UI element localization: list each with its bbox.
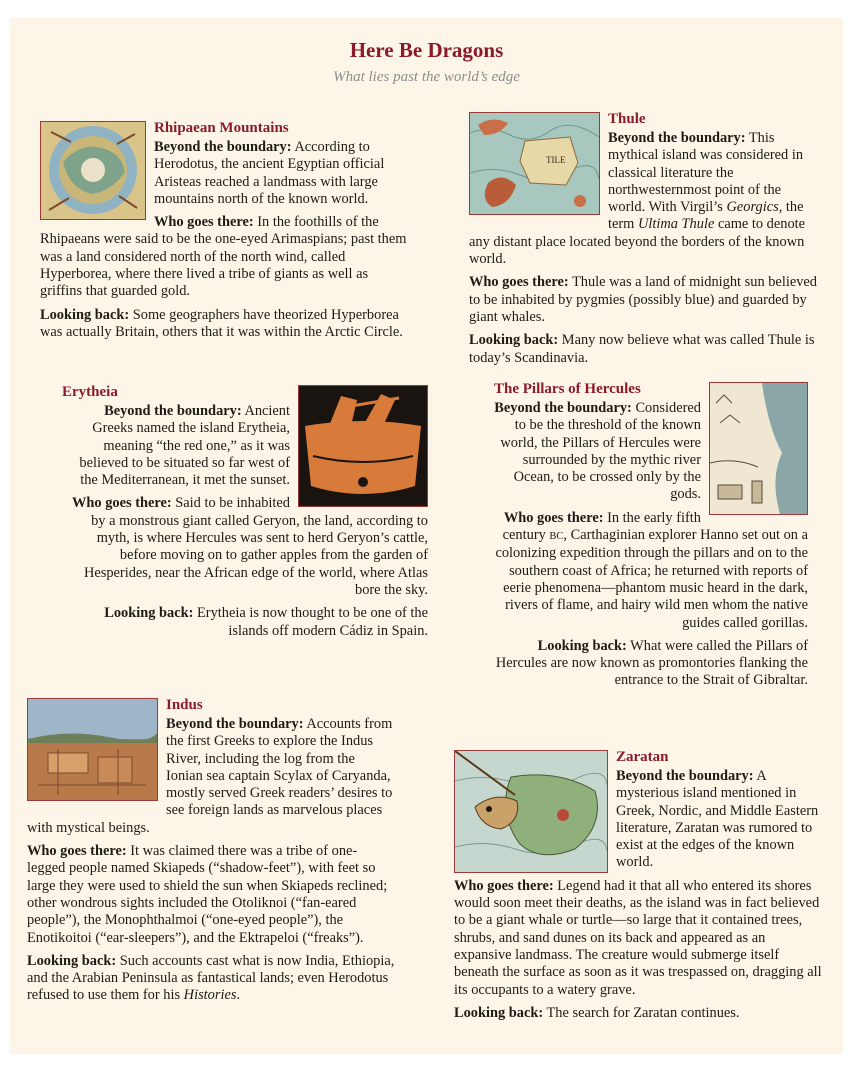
erytheia-who-label: Who goes there: [72, 495, 172, 512]
thule-title: Thule [608, 111, 646, 127]
zaratan-map-image [454, 750, 608, 873]
zaratan-beyond-text: A mysterious island mentioned in Greek, Nordic, and Middle Eastern literature, Zaratan was rumored to exist at the edges of the known world. [616, 768, 819, 871]
thule-beyond-text-2: , the term [608, 199, 804, 233]
section-pillars [494, 380, 808, 696]
pillars-who-text-1: In the early fifth century [502, 509, 701, 544]
indus-beyond-label: Beyond the boundary: [166, 716, 304, 732]
thule-who-text: Thule was a land of midnight sun believed to be inhabited by pygmies (possibly blue) and guarded by giant whales. [469, 274, 817, 325]
pillars-beyond-label: Beyond the boundary: [494, 400, 632, 416]
pillars-who-text-2: , Carthaginian explorer Hanno set out on a colonizing expedition through the pillars and on to the southern coast of Africa; he returned with reports of eerie phenomena—phantom music heard in the dark, rivers of flame, and hairy wild men whom the native guides called gorillas. [495, 527, 808, 631]
section-indus [27, 696, 395, 1011]
thule-map-label: TILE [546, 155, 566, 165]
thule-beyond-em-1: Georgics [726, 199, 779, 216]
thule-who [469, 274, 821, 326]
rhipaean-back-text: Some geographers have theorized Hyperborea was actually Britain, others that it was within the Arctic Circle. [40, 306, 403, 340]
indus-ruins-image [27, 698, 158, 801]
pillars-who-label: Who goes there: [503, 509, 604, 526]
pillars-back-text: What were called the Pillars of Hercules are now known as promontories flanking the entrance to the Strait of Gibraltar. [495, 637, 808, 689]
erytheia-back-text: Erytheia is now thought to be one of the islands off modern Cádiz in Spain. [193, 605, 428, 639]
erytheia-who-text: Said to be inhabited by a monstrous giant called Geryon, the land, according to myth, is where Hercules was sent to herd Geryon’s cattle, before moving on to gather apples from the garden of Hesperides, near the African edge of the world, where Atlas bore the sky. [83, 495, 428, 598]
erytheia-beyond-text: Ancient Greeks named the island Erytheia, meaning “the red one,” as it was believed to be situated so far west of the Mediterranean, it met the sunset. [79, 403, 290, 489]
indus-back-text-2: . [236, 987, 241, 1004]
indus-back [27, 953, 395, 1005]
rhipaean-title: Rhipaean Mountains [154, 120, 289, 136]
erytheia-vase-image [298, 385, 428, 507]
pillars-back-label: Looking back: [537, 637, 627, 654]
rhipaean-who [40, 214, 408, 300]
rhipaean-who-text: In the foothills of the Rhipaeans were said to be the one-eyed Arimaspians; past them was a land considered north of the north wind, called Hyperborea, where there lived a tribe of giants as well as griffins that guarded gold. [40, 214, 407, 300]
section-erytheia [62, 383, 428, 646]
thule-beyond-text-1: This mythical island was considered in classical literature the northwesternmost point of the world. With Virgil’s [608, 130, 804, 216]
pillars-back [494, 638, 808, 690]
zaratan-who-label: Who goes there: [454, 877, 554, 894]
indus-who [27, 843, 395, 947]
pillars-map-image [709, 382, 808, 515]
erytheia-who [62, 495, 428, 599]
zaratan-beyond-label: Beyond the boundary: [616, 768, 754, 784]
zaratan-title: Zaratan [616, 749, 669, 765]
thule-map-image [469, 112, 600, 215]
pillars-beyond-text: Considered to be the threshold of the known world, the Pillars of Hercules were surrounded by the mythic river Ocean, to be crossed only by the gods. [500, 400, 701, 503]
rhipaean-back-label: Looking back: [40, 306, 130, 323]
indus-back-label: Looking back: [27, 952, 117, 969]
erytheia-back-label: Looking back: [104, 605, 194, 622]
page-title: Here Be Dragons [349, 38, 504, 62]
pillars-title: The Pillars of Hercules [494, 381, 641, 397]
thule-back [469, 332, 821, 367]
rhipaean-who-label: Who goes there: [154, 214, 254, 231]
pillars-who-bc: BC [549, 531, 564, 543]
erytheia-beyond-label: Beyond the boundary: [104, 403, 242, 419]
zaratan-who [454, 878, 822, 999]
rhipaean-map-image [40, 121, 146, 220]
section-zaratan [454, 748, 822, 1028]
zaratan-back-text: The search for Zaratan continues. [543, 1004, 740, 1021]
section-rhipaean [40, 119, 408, 347]
page-subtitle: What lies past the world’s edge [333, 69, 520, 85]
thule-beyond-em-2: Ultima Thule [637, 216, 715, 233]
indus-back-em: Histories [183, 987, 237, 1004]
indus-title: Indus [166, 697, 203, 713]
rhipaean-back [40, 307, 408, 342]
indus-who-label: Who goes there: [27, 843, 127, 860]
thule-beyond-label: Beyond the boundary: [608, 130, 746, 146]
indus-beyond-text: Accounts from the first Greeks to explore the Indus River, including the log from the Ionian sea captain Scylax of Caryanda, mostly served Greek readers’ desires to see foreign lands as marvelous places with mystical beings. [27, 716, 393, 836]
thule-back-label: Looking back: [469, 332, 559, 349]
zaratan-back [454, 1005, 822, 1022]
zaratan-who-text: Legend had it that all who entered its shores would soon meet their deaths, as the island was in fact believed to be a giant whale or turtle—so large that it contained trees, shrubs, and sand dunes on its back and appeared as an expansive landmass. The creature would submerge itself beneath the surface as soon as it was trespassed on, dragging all its occupants to a watery grave. [454, 877, 822, 998]
section-thule [469, 110, 821, 373]
thule-who-label: Who goes there: [469, 274, 569, 291]
indus-who-text: It was claimed there was a tribe of one-legged people named Skiapeds (“shadow-feet”), with feet so large they were used to shield the sun when Skiapeds reclined; other wondrous sights included the Otoliknoi (“fan-eared people”), the Monophthalmoi (“one-eyed people”), the Enotikoitoi (“ear-sleepers”), and the Ektrapeloi (“freaks”). [27, 843, 388, 946]
zaratan-back-label: Looking back: [454, 1004, 544, 1021]
erytheia-back [62, 605, 428, 640]
erytheia-title: Erytheia [62, 384, 118, 400]
thule-beyond-text-3: came to denote any distant place located beyond the borders of the known world. [469, 216, 806, 268]
rhipaean-beyond-label: Beyond the boundary: [154, 139, 292, 155]
rhipaean-beyond-text: According to Herodotus, the ancient Egyptian official Aristeas reached a landmass with large mountains north of the known world. [154, 139, 385, 207]
indus-back-text-1: Such accounts cast what is now India, Ethiopia, and the Arabian Peninsula as fantastical lands; even Herodotus refused to use them for his [27, 952, 395, 1004]
pillars-who [494, 510, 808, 632]
thule-back-text: Many now believe what was called Thule is today’s Scandinavia. [469, 332, 815, 366]
